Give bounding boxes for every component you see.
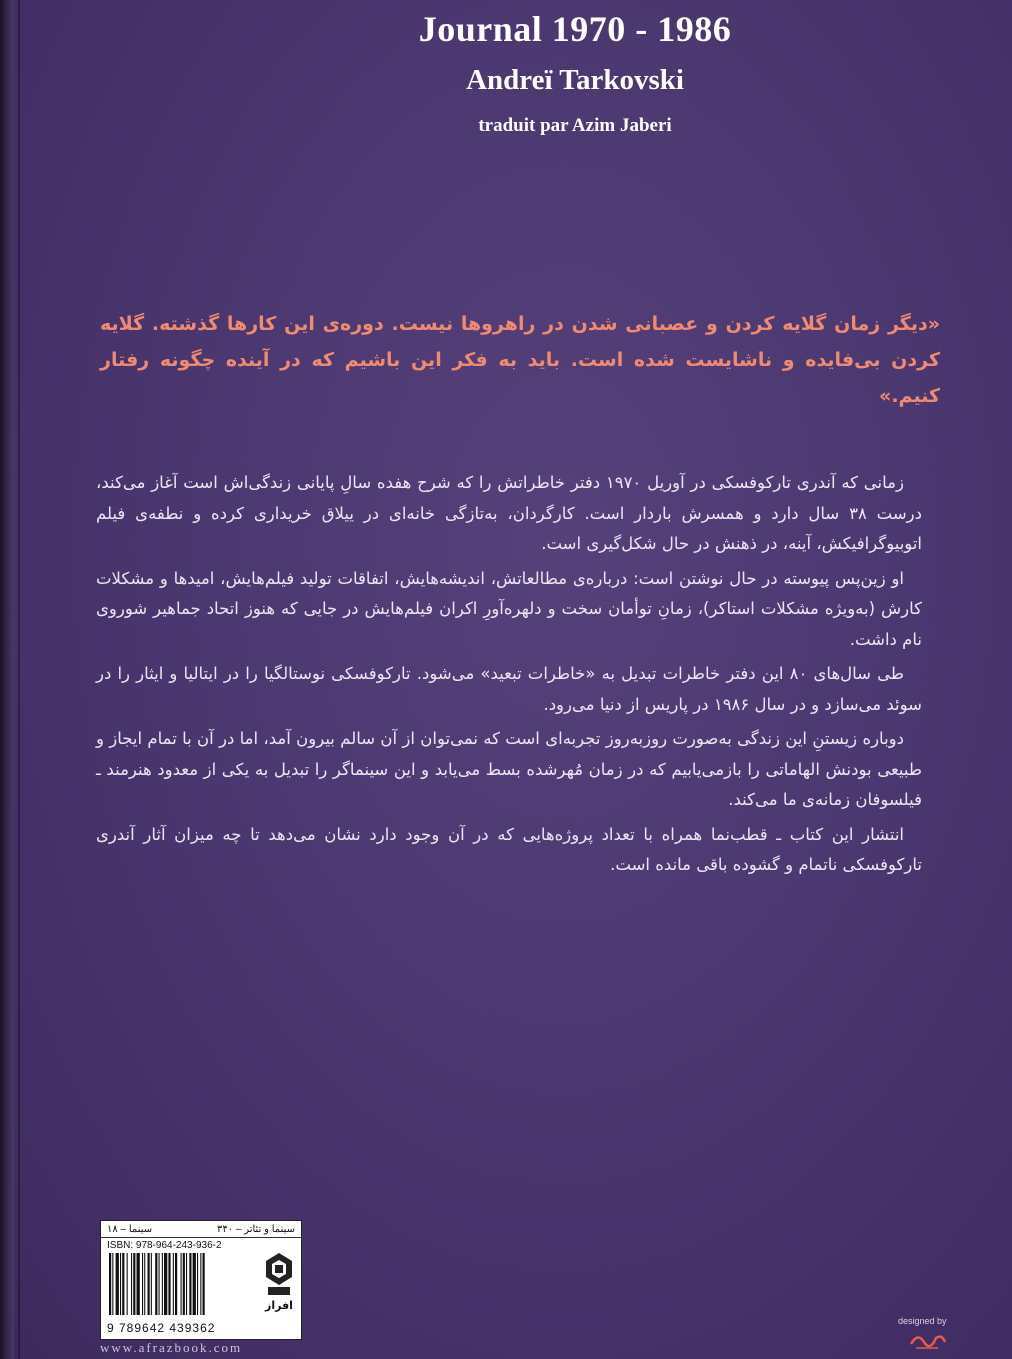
barcode-bar bbox=[148, 1253, 150, 1315]
afraz-logo-icon bbox=[264, 1251, 294, 1297]
barcode-bar bbox=[137, 1253, 140, 1315]
book-spine bbox=[0, 0, 14, 1359]
barcode-bar bbox=[109, 1253, 111, 1315]
barcode-bar bbox=[155, 1253, 157, 1315]
barcode-bar bbox=[183, 1253, 185, 1315]
blurb-paragraph-4: دوباره زیستنِ این زندگی به‌صورت روزبه‌روز تجربه‌ای است که نمی‌توان از آن سالم بیرون آمد، اما در آن با تمام ایجاز و طبیعی بودنش الهاماتی را بازمی‌یابیم که در زمان مُهرشده بسط می‌یابد و این سینماگر را تبدیل به یکی از معدود هنرمند ـ فیلسوفان زمانه‌ی ما می‌کند. bbox=[96, 729, 922, 809]
barcode-bar bbox=[189, 1253, 191, 1315]
blurb-paragraph-2: او زین‌پس پیوسته در حال نوشتن است: درباره‌ی مطالعاتش، اندیشه‌هایش، اتفاقات تولید فیلم‌هایش، امیدها و مشکلات کارش (به‌ویژه مشکلات استاکر)، زمانِ توأمان سخت و دلهره‌آورِ اکران فیلم‌هایش در جایی که هنوز اتحاد جماهیر شوروی نام داشت. bbox=[96, 568, 922, 649]
barcode-bar bbox=[175, 1253, 177, 1315]
barcode-bar bbox=[173, 1253, 174, 1315]
isbn-text: ISBN: 978-964-243-936-2 bbox=[107, 1240, 222, 1251]
barcode-bar bbox=[116, 1253, 119, 1315]
barcode-label bbox=[100, 1220, 302, 1340]
book-author: Andreï Tarkovski bbox=[466, 64, 684, 96]
blurb-paragraph-1: زمانی که آندری تارکوفسکی در آوریل ۱۹۷۰ دفتر خاطراتش را که شرح هفده سالِ پایانی زندگی‌اش است آغاز می‌کند، درست ۳۸ سال دارد و همسرش باردار است. کارگردان، به‌تازگی خانه‌ای در ییلاق خریداری کرده و نطفه‌ی فیلم اتوبیوگرافیکش، آینه، در ذهنش در حال شکل‌گیری است. bbox=[96, 473, 922, 553]
series-info bbox=[101, 1221, 301, 1238]
designer-signature-icon bbox=[908, 1328, 948, 1356]
blurb bbox=[96, 468, 922, 885]
series-right: سینما – ۱۸ bbox=[107, 1224, 153, 1235]
barcode-bar bbox=[151, 1253, 152, 1315]
book-title: Journal 1970 - 1986 bbox=[418, 9, 732, 49]
designed-by-label: designed by bbox=[898, 1316, 947, 1326]
barcode-number: 9 789642 439362 bbox=[107, 1321, 216, 1335]
barcode-bar bbox=[193, 1253, 196, 1315]
highlighted-quote: «دیگر زمان گلایه کردن و عصبانی شدن در راهروها نیست. دوره‌ی این کارها گذشته. گلایه کردن بی‌فایده و ناشایست شده است. باید به فکر این باشیم که در آینده چگونه رفتار کنیم.» bbox=[100, 313, 940, 407]
series-left: سینما و تئاتر – ۳۴۰ bbox=[216, 1224, 295, 1235]
barcode-bar bbox=[122, 1253, 124, 1315]
barcode-bar bbox=[200, 1253, 201, 1315]
barcode-bar bbox=[186, 1253, 187, 1315]
barcode-bar bbox=[197, 1253, 198, 1315]
book-translator: traduit par Azim Jaberi bbox=[478, 115, 672, 136]
barcode-bar bbox=[164, 1253, 167, 1315]
barcode-bar bbox=[142, 1253, 143, 1315]
blurb-paragraph-3: طی سال‌های ۸۰ این دفتر خاطرات تبدیل به «خاطرات تبعید» می‌شود. تارکوفسکی نوستالگیا را در ایتالیا و ایثار را در سوئد می‌سازد و در سال ۱۹۸۶ در پاریس از دنیا می‌رود. bbox=[96, 664, 922, 714]
barcode-bar bbox=[162, 1253, 163, 1315]
blurb-paragraph-5: انتشار این کتاب ـ قطب‌نما همراه با تعداد پروژه‌هایی که در آن وجود دارد نشان می‌دهد تا چه میزان آثار آندری تارکوفسکی ناتمام و گشوده باقی مانده است. bbox=[96, 824, 922, 874]
publisher-logo bbox=[261, 1251, 297, 1321]
barcode-bar bbox=[133, 1253, 135, 1315]
barcode-bars bbox=[107, 1253, 257, 1315]
barcode-bar bbox=[159, 1253, 160, 1315]
publisher-website: www.afrazbook.com bbox=[100, 1340, 243, 1355]
barcode-bar bbox=[168, 1253, 170, 1315]
barcode-bar bbox=[112, 1253, 113, 1315]
barcode-bar bbox=[181, 1253, 182, 1315]
publisher-name: افراز bbox=[265, 1299, 293, 1312]
barcode-bar bbox=[144, 1253, 145, 1315]
barcode-bar bbox=[131, 1253, 132, 1315]
cover-hinge bbox=[18, 0, 20, 1359]
barcode-bar bbox=[127, 1253, 128, 1315]
barcode-bar bbox=[203, 1253, 205, 1315]
barcode-bar bbox=[120, 1253, 121, 1315]
barcode bbox=[107, 1253, 257, 1321]
